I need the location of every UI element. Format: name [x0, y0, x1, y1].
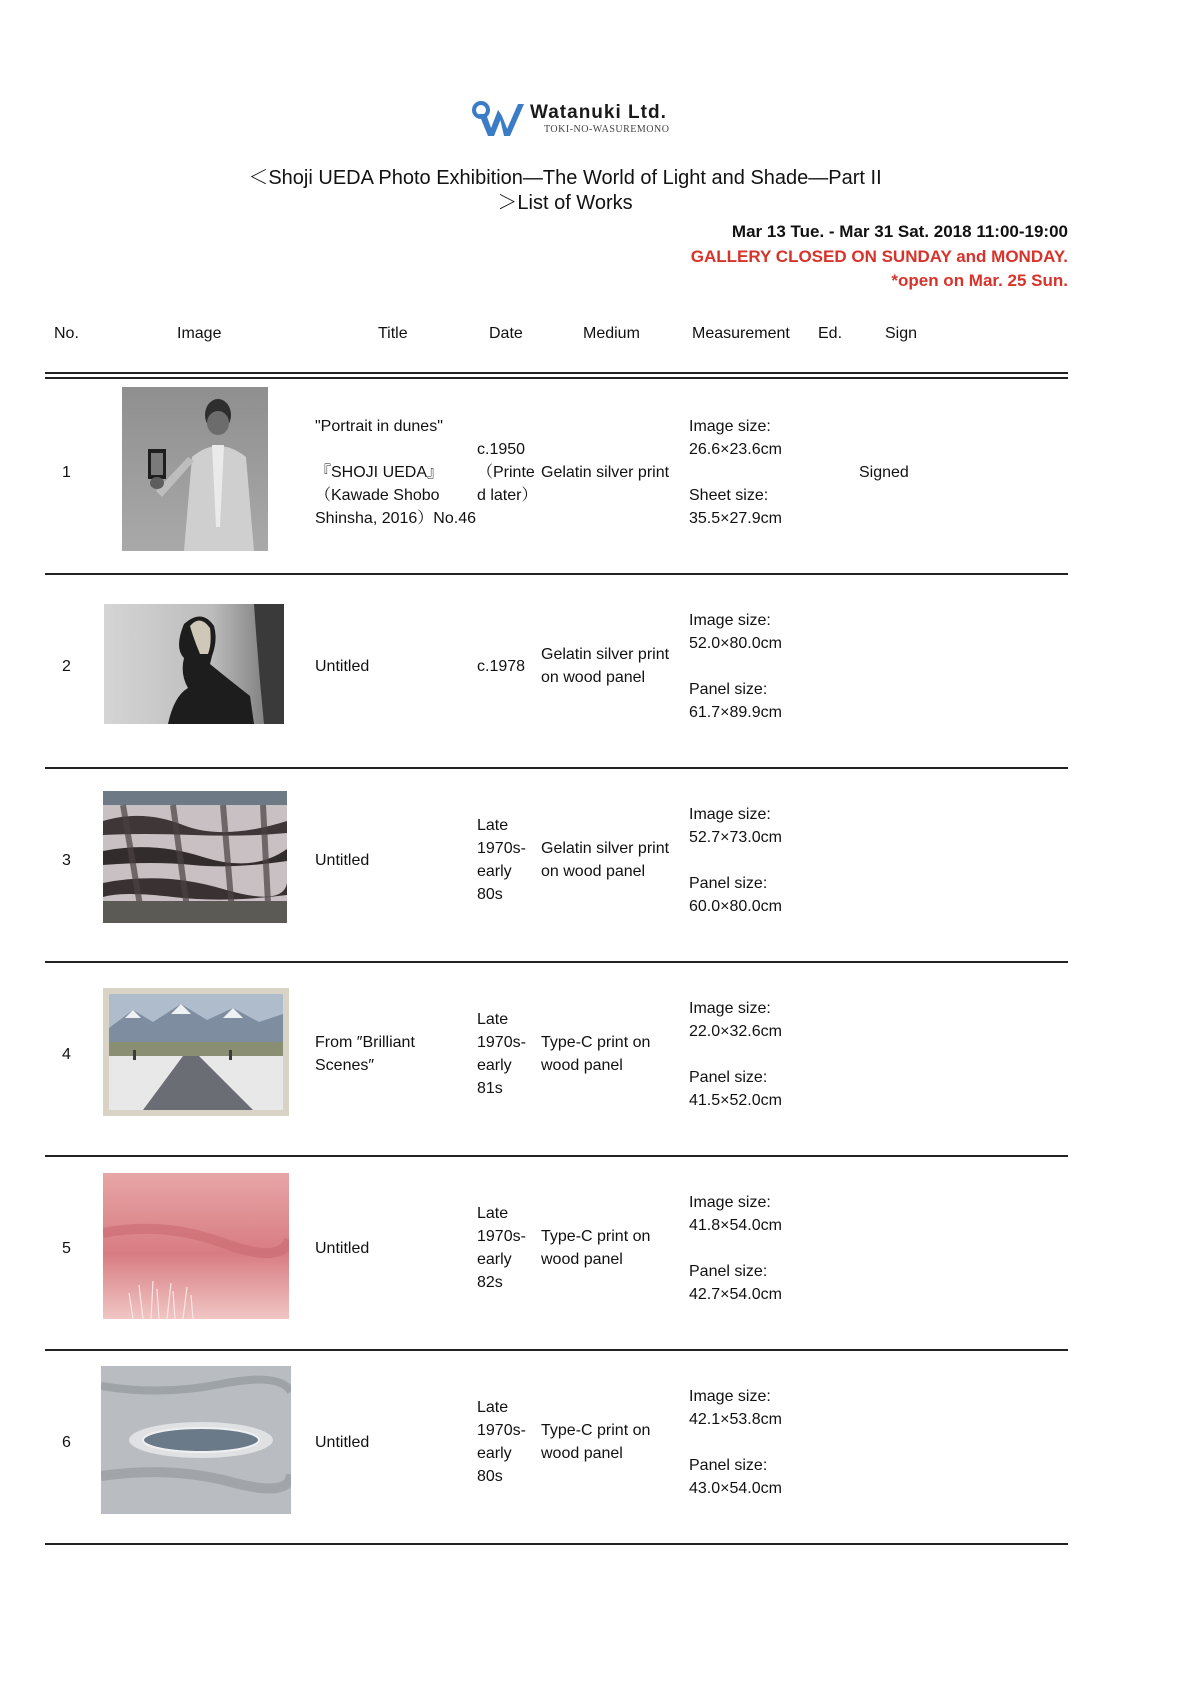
work-title-line: "Portrait in dunes" — [315, 417, 443, 435]
work-measurement-line: 52.0×80.0cm — [689, 634, 782, 652]
work-medium-line: on wood panel — [541, 669, 646, 686]
column-header-sign: Sign — [885, 325, 918, 342]
work-date-line: 1970s- — [477, 1422, 526, 1439]
closed-notice: GALLERY CLOSED ON SUNDAY and MONDAY. — [690, 247, 1068, 266]
work-measurement-line: 22.0×32.6cm — [689, 1022, 782, 1040]
row-divider — [45, 961, 1068, 963]
work-date-line: 82s — [477, 1274, 503, 1291]
work-medium — [541, 461, 669, 484]
work-medium — [541, 837, 669, 883]
work-title-line: Untitled — [315, 851, 370, 869]
brand-subtitle: TOKI-NO-WASUREMONO — [544, 124, 670, 135]
work-date — [477, 655, 525, 678]
work-date-line: Late — [477, 1205, 509, 1222]
work-medium — [541, 1225, 650, 1271]
work-date-line: early — [477, 1445, 512, 1462]
row-divider — [45, 1349, 1068, 1351]
column-header-image: Image — [177, 325, 222, 342]
work-medium — [541, 643, 669, 689]
work-title-line: Untitled — [315, 1239, 370, 1257]
list-of-works-title: ＞List of Works — [497, 192, 633, 214]
work-measurement-line: Sheet size: — [689, 486, 769, 504]
work-title — [315, 1237, 369, 1260]
work-date-line: 80s — [477, 886, 503, 903]
exhibition-dates: Mar 13 Tue. - Mar 31 Sat. 2018 11:00-19:00 — [731, 222, 1068, 241]
column-header-title: Title — [378, 325, 408, 342]
work-measurement-line: 43.0×54.0cm — [689, 1479, 782, 1497]
brand-name: Watanuki Ltd. — [530, 102, 667, 123]
work-measurement-line: Image size: — [689, 1387, 771, 1405]
work-medium-line: Gelatin silver print — [541, 463, 670, 481]
work-date-line: Late — [477, 1011, 509, 1028]
work-measurement-line — [689, 1043, 782, 1066]
row-divider — [45, 1543, 1068, 1545]
frozen-pond-photo-icon — [101, 1366, 291, 1514]
watanuki-logo-icon — [470, 100, 528, 140]
work-measurement-line — [689, 1237, 782, 1260]
work-measurement-line: Image size: — [689, 999, 771, 1017]
portrait-in-dunes-photo-icon — [122, 387, 268, 551]
work-title-line: Untitled — [315, 1433, 370, 1451]
work-measurement-line: 35.5×27.9cm — [689, 509, 782, 527]
work-date — [477, 1008, 526, 1100]
work-title-line: （Kawade Shobo — [315, 486, 440, 504]
work-title — [315, 849, 369, 872]
work-measurement-line: Panel size: — [689, 1456, 768, 1474]
work-measurement-line: Panel size: — [689, 1262, 768, 1280]
work-number: 3 — [62, 851, 71, 869]
work-measurement-line: Panel size: — [689, 874, 768, 892]
work-medium — [541, 1419, 650, 1465]
work-number: 6 — [62, 1433, 71, 1451]
work-measurement — [689, 1191, 782, 1306]
work-measurement-line: 26.6×23.6cm — [689, 440, 782, 458]
woman-profile-photo-icon — [104, 604, 284, 724]
work-title-line: 『SHOJI UEDA』 — [315, 463, 444, 481]
pink-grass-photo-icon — [103, 1173, 289, 1319]
open-notice: *open on Mar. 25 Sun. — [891, 271, 1068, 290]
work-measurement-line: 60.0×80.0cm — [689, 897, 782, 915]
work-date-line: early — [477, 863, 512, 880]
work-date — [477, 1396, 526, 1488]
work-date-line: 81s — [477, 1080, 503, 1097]
work-measurement-line: 42.7×54.0cm — [689, 1285, 782, 1303]
snowy-road-mountains-photo-icon — [103, 988, 289, 1116]
work-date-line: Late — [477, 817, 509, 834]
work-measurement-line — [689, 655, 782, 678]
work-medium-line: wood panel — [541, 1251, 623, 1268]
work-measurement — [689, 803, 782, 918]
work-title — [315, 415, 476, 530]
work-medium — [541, 1031, 650, 1077]
work-medium-line: on wood panel — [541, 863, 646, 880]
work-sign: Signed — [859, 463, 909, 481]
work-date-line: Late — [477, 1399, 509, 1416]
work-measurement-line: 41.5×52.0cm — [689, 1091, 782, 1109]
header-rule — [45, 372, 1068, 374]
work-date-line: 1970s- — [477, 1228, 526, 1245]
work-date-line: early — [477, 1251, 512, 1268]
work-measurement-line — [689, 461, 782, 484]
work-date-line: （Printe — [477, 463, 535, 481]
column-header-ed: Ed. — [818, 325, 843, 342]
work-date-line: 80s — [477, 1468, 503, 1485]
work-medium-line: wood panel — [541, 1445, 623, 1462]
work-medium-line: Type-C print on — [541, 1422, 651, 1439]
work-measurement — [689, 1385, 782, 1500]
work-measurement-line: Panel size: — [689, 1068, 768, 1086]
work-measurement-line: 41.8×54.0cm — [689, 1216, 782, 1234]
work-measurement — [689, 609, 782, 724]
work-measurement-line — [689, 1431, 782, 1454]
work-measurement — [689, 997, 782, 1112]
work-date — [477, 438, 537, 507]
work-title-line: From ″Brilliant — [315, 1034, 415, 1051]
work-number: 2 — [62, 657, 71, 675]
work-number: 5 — [62, 1239, 71, 1257]
work-date-line: early — [477, 1057, 512, 1074]
work-measurement — [689, 415, 782, 530]
work-title — [315, 1031, 415, 1077]
row-divider — [45, 1155, 1068, 1157]
work-measurement-line: Image size: — [689, 805, 771, 823]
row-divider — [45, 573, 1068, 575]
work-title-line: Scenes″ — [315, 1057, 375, 1074]
column-header-no: No. — [54, 325, 79, 342]
work-title-line: Untitled — [315, 657, 370, 675]
column-header-date: Date — [489, 325, 523, 342]
header-rule — [45, 377, 1068, 379]
work-title — [315, 655, 369, 678]
work-date-line: 1970s- — [477, 1034, 526, 1051]
column-header-medium: Medium — [583, 325, 640, 342]
work-date-line: 1970s- — [477, 840, 526, 857]
work-measurement-line: 52.7×73.0cm — [689, 828, 782, 846]
work-date — [477, 1202, 526, 1294]
work-number: 1 — [62, 463, 71, 481]
work-measurement-line: Image size: — [689, 417, 771, 435]
row-divider — [45, 767, 1068, 769]
work-medium-line: wood panel — [541, 1057, 623, 1074]
exhibition-title: ＜Shoji UEDA Photo Exhibition—The World of Light and Shade—Part II — [248, 167, 882, 189]
work-title-line: Shinsha, 2016）No.46 — [315, 509, 477, 527]
column-header-measurement: Measurement — [692, 325, 790, 342]
work-measurement-line — [689, 849, 782, 872]
snowy-rice-fields-photo-icon — [103, 791, 287, 923]
work-date — [477, 814, 526, 906]
work-measurement-line: Image size: — [689, 1193, 771, 1211]
work-date-line: c.1950 — [477, 440, 526, 458]
work-measurement-line: Panel size: — [689, 680, 768, 698]
work-number: 4 — [62, 1045, 71, 1063]
work-date-line: c.1978 — [477, 657, 526, 675]
work-medium-line: Gelatin silver print — [541, 840, 670, 857]
work-medium-line: Type-C print on — [541, 1034, 651, 1051]
work-medium-line: Type-C print on — [541, 1228, 651, 1245]
work-title-line — [315, 438, 476, 461]
work-date-line: d later） — [477, 486, 538, 504]
work-measurement-line: Image size: — [689, 611, 771, 629]
work-measurement-line: 61.7×89.9cm — [689, 703, 782, 721]
work-measurement-line: 42.1×53.8cm — [689, 1410, 782, 1428]
work-title — [315, 1431, 369, 1454]
work-medium-line: Gelatin silver print — [541, 646, 670, 663]
